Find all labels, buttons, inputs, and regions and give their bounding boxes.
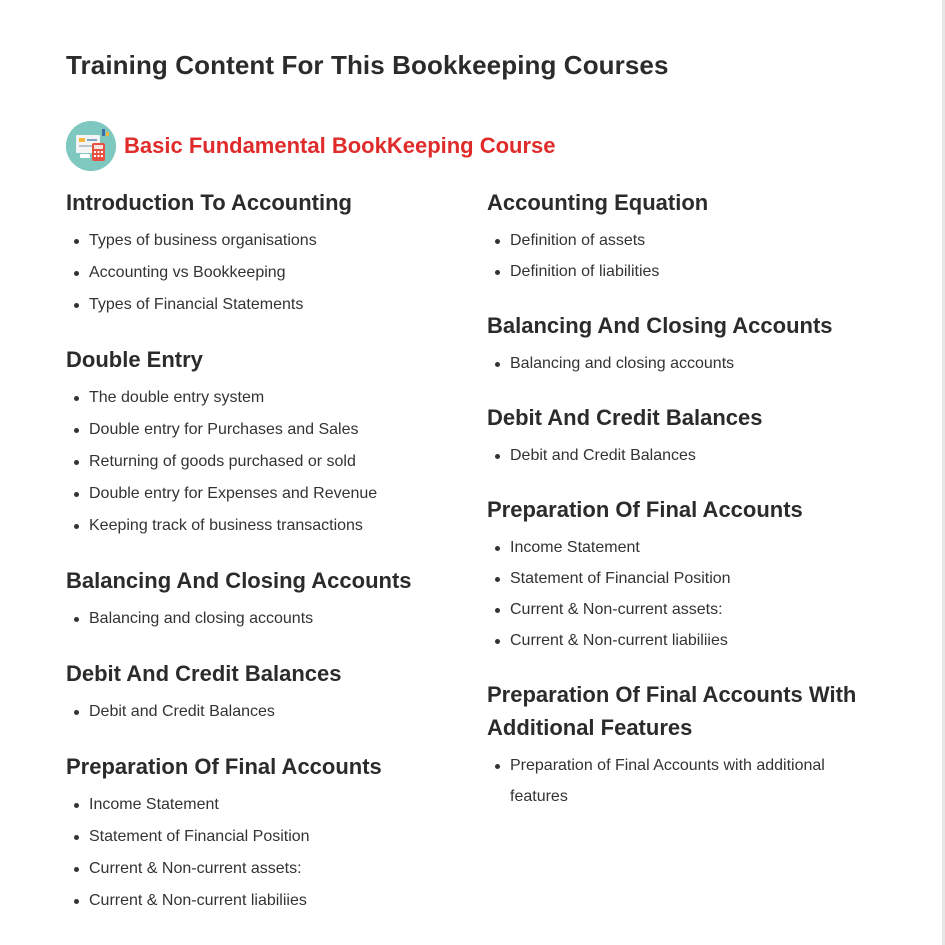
list-item: Types of Financial Statements — [66, 289, 466, 321]
course-title: Basic Fundamental BookKeeping Course — [124, 133, 556, 158]
list-item: Definition of assets — [487, 225, 877, 256]
section-preparation-of-final-accounts — [66, 750, 466, 917]
list-item: Accounting vs Bookkeeping — [66, 257, 466, 289]
list-item: Preparation of Final Accounts with additional features — [487, 750, 877, 812]
section-heading: Balancing And Closing Accounts — [487, 313, 833, 338]
list-item: Current & Non-current liabiliies — [487, 625, 877, 656]
list-item: Debit and Credit Balances — [487, 440, 877, 471]
list-item: Current & Non-current assets: — [487, 594, 877, 625]
section-heading: Double Entry — [66, 347, 203, 372]
section-accounting-equation — [487, 186, 877, 287]
section-final-accounts-additional-features — [487, 678, 877, 812]
section-debit-and-credit-balances — [66, 657, 466, 728]
list-item: Types of business organisations — [66, 225, 466, 257]
list-item: The double entry system — [66, 382, 466, 414]
left-column — [66, 186, 466, 939]
list-item: Statement of Financial Position — [487, 563, 877, 594]
page-title: Training Content For This Bookkeeping Courses — [66, 50, 669, 80]
section-heading: Preparation Of Final Accounts — [66, 754, 382, 779]
section-debit-and-credit-balances — [487, 401, 877, 471]
section-heading: Balancing And Closing Accounts — [66, 568, 412, 593]
section-heading: Accounting Equation — [487, 190, 709, 215]
list-item: Double entry for Purchases and Sales — [66, 414, 466, 446]
section-double-entry — [66, 343, 466, 542]
list-item: Income Statement — [66, 789, 466, 821]
list-item: Debit and Credit Balances — [66, 696, 466, 728]
section-balancing-and-closing-accounts — [487, 309, 877, 379]
section-heading: Preparation Of Final Accounts — [487, 497, 803, 522]
section-preparation-of-final-accounts — [487, 493, 877, 656]
course-header — [66, 121, 556, 171]
list-item: Double entry for Expenses and Revenue — [66, 478, 466, 510]
list-item: Keeping track of business transactions — [66, 510, 466, 542]
list-item: Income Statement — [487, 532, 877, 563]
section-balancing-and-closing-accounts — [66, 564, 466, 635]
section-introduction-to-accounting — [66, 186, 466, 321]
accounting-calculator-icon — [66, 121, 116, 171]
list-item: Balancing and closing accounts — [487, 348, 877, 379]
section-heading: Preparation Of Final Accounts With Additional Features — [487, 682, 857, 740]
list-item: Definition of liabilities — [487, 256, 877, 287]
section-heading: Introduction To Accounting — [66, 190, 352, 215]
list-item: Current & Non-current liabiliies — [66, 885, 466, 917]
section-heading: Debit And Credit Balances — [487, 405, 763, 430]
list-item: Balancing and closing accounts — [66, 603, 466, 635]
list-item: Statement of Financial Position — [66, 821, 466, 853]
section-heading: Debit And Credit Balances — [66, 661, 342, 686]
list-item: Current & Non-current assets: — [66, 853, 466, 885]
right-column — [487, 186, 877, 834]
list-item: Returning of goods purchased or sold — [66, 446, 466, 478]
